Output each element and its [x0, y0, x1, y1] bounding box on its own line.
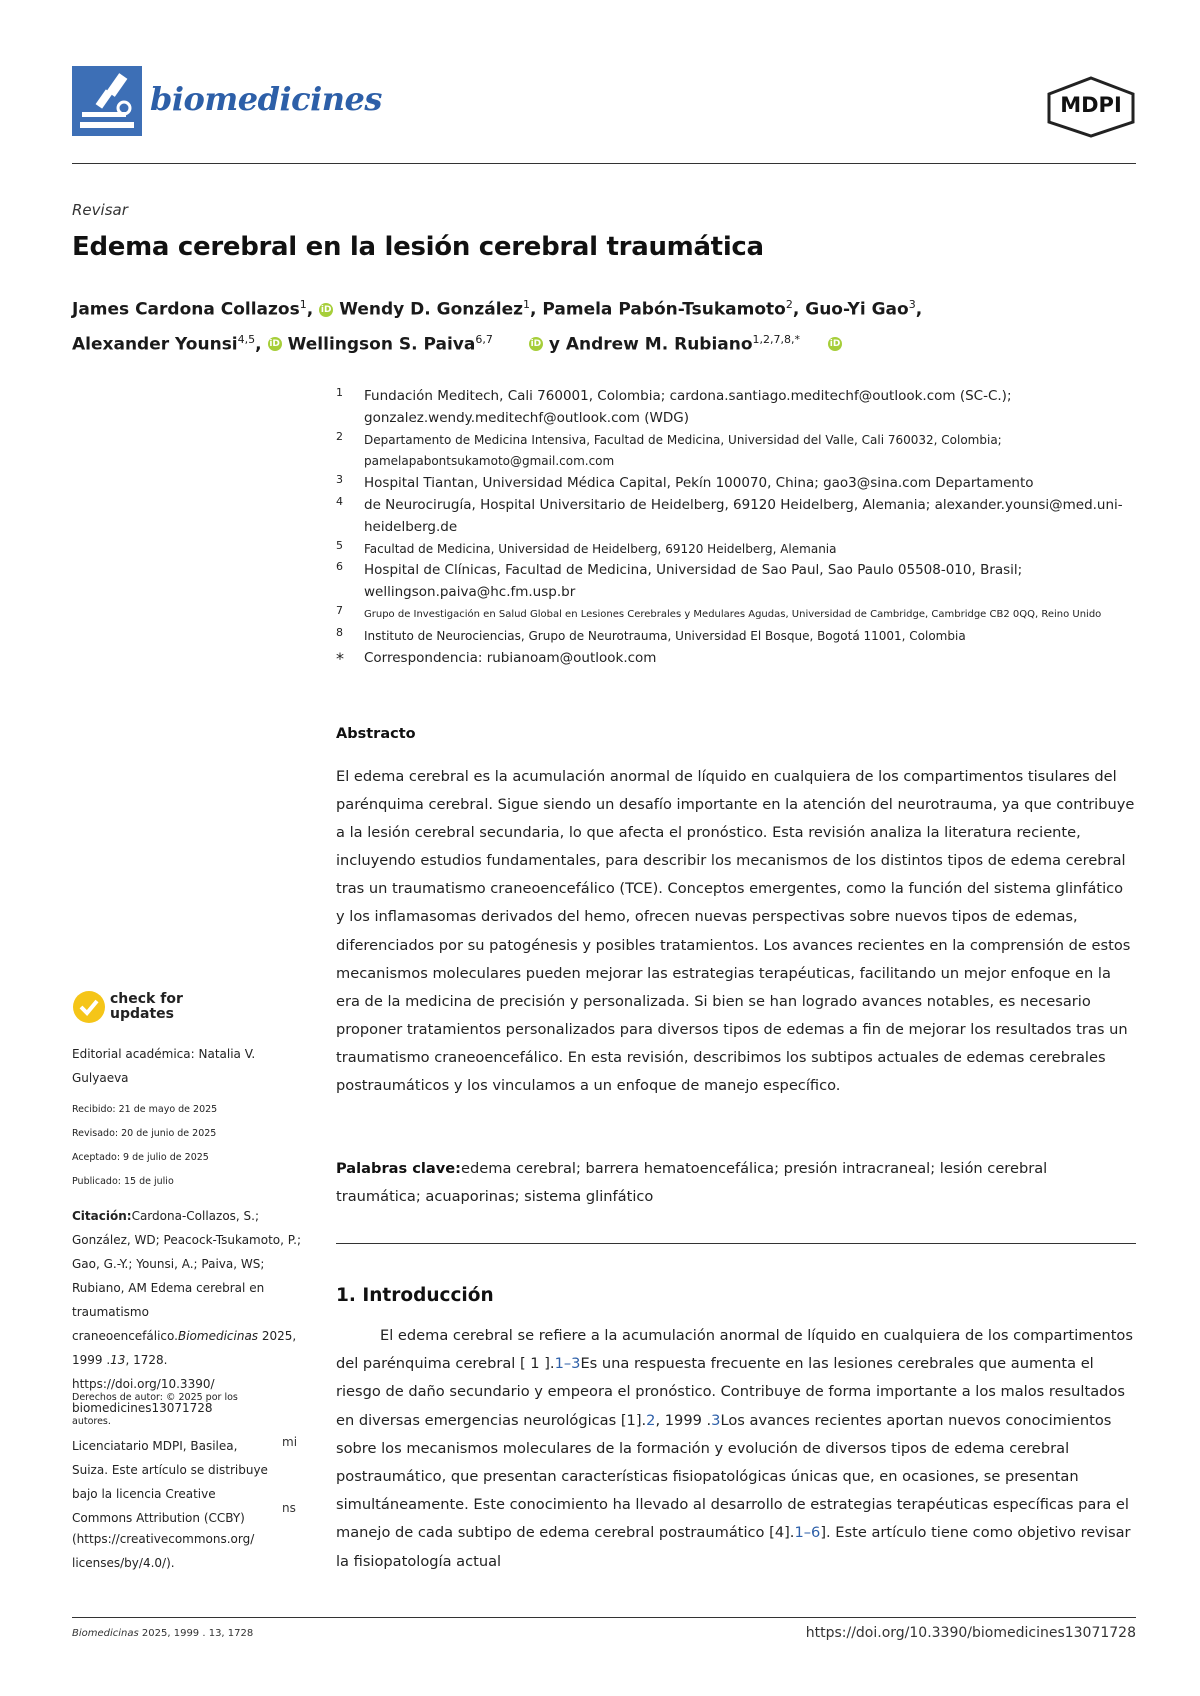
author-name[interactable]: y Andrew M. Rubiano	[548, 334, 753, 355]
footer-citation	[72, 1628, 253, 1639]
section-heading: 1. Introducción	[336, 1285, 494, 1306]
author-affiliation: 6,7	[475, 332, 493, 346]
orcid-icon[interactable]: iD	[269, 339, 280, 350]
article-dates	[72, 1098, 312, 1194]
microscope-icon	[72, 66, 142, 136]
footer-divider	[72, 1617, 1136, 1618]
author-affiliation: 1	[299, 298, 307, 311]
affiliation-text: Facultad de Medicina, Universidad de Heidelberg, 69120 Heidelberg, Alemania	[364, 541, 837, 556]
affiliation-item	[336, 560, 1136, 604]
author-affiliation: 2	[785, 298, 793, 311]
author-name[interactable]: Alexander Younsi	[72, 334, 238, 355]
affiliation-number: 2	[336, 429, 343, 443]
revised-date: Revisado: 20 de junio de 2025	[72, 1128, 217, 1139]
reference-link[interactable]: 3	[711, 1411, 721, 1429]
cc-mark: ns	[282, 1501, 296, 1515]
footer-journal: Biomedicinas	[72, 1628, 139, 1639]
publisher-logo	[1045, 76, 1137, 138]
journal-name: biomedicines	[150, 80, 382, 118]
keywords	[336, 1155, 1136, 1211]
copyright-heading: Derechos de autor: © 2025 por los autores.	[72, 1392, 238, 1427]
affiliation-text: de Neurocirugía, Hospital Universitario de Heidelberg, 69120 Heidelberg, Alemania; alexander.younsi@med.uni-heidelberg.de	[364, 496, 1123, 535]
header-divider	[72, 163, 1136, 164]
affiliation-number: 6	[336, 560, 343, 574]
affiliation-item	[336, 430, 1136, 474]
section-divider	[336, 1243, 1136, 1244]
author-affiliation: 3	[908, 298, 916, 311]
affiliation-item	[336, 386, 1136, 430]
article-title: Edema cerebral en la lesión cerebral traumática	[72, 232, 764, 262]
affiliations	[336, 386, 1136, 669]
license-url[interactable]: (https://creativecommons.org/ licenses/by/4.0/).	[72, 1532, 255, 1570]
citation-year: 2025, 1999 .	[72, 1329, 297, 1367]
citation-doi[interactable]: , 1728. https://doi.org/10.3390/ biomedicines13071728	[72, 1353, 215, 1415]
intro-text-segment: Los avances recientes aportan nuevos conocimientos sobre los mecanismos moleculares de la formación y evolución de diversos tipos de edema cerebral postraumático, que presentan características fisiopatológicas únicas que, en ocasiones, se presentan simultáneamente. Este conocimiento ha llevado al desarrollo de estrategias terapéuticas específicas para el manejo de cada subtipo de edema cerebral postraumático [4].	[336, 1411, 1129, 1542]
affiliation-number: 4	[336, 494, 343, 508]
author-list: James Cardona Collazos$^1$, iD Wendy D. González$^1$, Pamela Pabón-Tsukamoto$^2$, Guo-Yi Gao$^3$, Alexander Younsi$^{4,5}$, iD Wellingson S. Paiva$^{6,7}$ iD y Andrew M. Rubiano$^{1,2,7,8,*}$ iD	[72, 298, 923, 355]
citation-text: Cardona-Collazos, S.; González, WD; Peacock-Tsukamoto, P.; Gao, G.-Y.; Younsi, A.; Paiva, WS; Rubiano, AM Edema cerebral en traumatismo craneoencefálico.	[72, 1209, 301, 1343]
affiliation-text: Hospital Tiantan, Universidad Médica Capital, Pekín 100070, China; gao3@sina.com Departamento	[364, 475, 1034, 492]
keywords-text: edema cerebral; barrera hematoencefálica; presión intracraneal; lesión cerebral traumática; acuaporinas; sistema glinfático	[336, 1160, 1048, 1205]
copyright-block	[72, 1386, 272, 1530]
intro-text-segment: Es una respuesta frecuente en las lesiones cerebrales que aumenta el riesgo de daño secundario y empeora el pronóstico. Contribuye de forma importante a los malos resultados en diversas emergencias neurológicas [1].	[336, 1355, 1125, 1429]
intro-text-segment: ]. Este artículo tiene como objetivo revisar la fisiopatología actual	[336, 1524, 1131, 1570]
orcid-icon[interactable]: iD	[530, 339, 542, 350]
affiliation-number: 7	[336, 603, 343, 617]
introduction-text	[336, 1322, 1136, 1576]
academic-editor: Editorial académica: Natalia V. Gulyaeva	[72, 1047, 256, 1085]
affiliation-text: Instituto de Neurociencias, Grupo de Neurotrauma, Universidad El Bosque, Bogotá 11001, Colombia	[364, 628, 966, 643]
reference-link[interactable]: 1–3	[554, 1355, 581, 1373]
orcid-icon[interactable]: iD	[320, 304, 332, 315]
affiliation-item	[336, 495, 1136, 539]
affiliation-number: 3	[336, 473, 343, 487]
affiliation-text: Grupo de Investigación en Salud Global en Lesiones Cerebrales y Medulares Agudas, Universidad de Cambridge, Cambridge CB2 0QQ, Reino Unido	[364, 608, 1102, 620]
affiliation-number: 8	[336, 625, 343, 639]
affiliation-item	[336, 648, 1136, 670]
affiliation-item	[336, 539, 1136, 561]
check-for-updates-icon[interactable]	[72, 990, 106, 1024]
affiliation-text: Departamento de Medicina Intensiva, Facultad de Medicina, Universidad del Valle, Cali 760032, Colombia; pamelapabontsukamoto@gmail.com.com	[364, 432, 1002, 469]
affiliation-item	[336, 473, 1136, 495]
footer-citation-text: 2025, 1999 . 13, 1728	[138, 1628, 254, 1639]
citation-journal: Biomedicinas	[177, 1329, 259, 1343]
author-name[interactable]: Wendy D. González	[339, 299, 523, 320]
accepted-date: Aceptado: 9 de julio de 2025	[72, 1152, 209, 1163]
intro-text-segment: , 1999 .	[655, 1411, 712, 1429]
citation-label: Citación:	[72, 1209, 132, 1223]
citation-volume: 13	[110, 1353, 126, 1367]
author-affiliation: 4,5	[237, 332, 256, 346]
license-text: Licenciatario MDPI, Basilea, Suiza. Este artículo se distribuye bajo la licencia Creative Commons Attribution (CCBY)	[72, 1439, 268, 1525]
author-name[interactable]: Wellingson S. Paiva	[287, 334, 476, 355]
affiliation-text: Hospital de Clínicas, Facultad de Medicina, Universidad de Sao Paul, Sao Paulo 05508-010, Brasil; wellingson.paiva@hc.fm.usp.br	[364, 562, 1023, 601]
affiliation-item	[336, 626, 1136, 648]
affiliation-text: Correspondencia: rubianoam@outlook.com	[364, 649, 657, 666]
reference-link[interactable]: 2	[646, 1411, 656, 1429]
reference-link[interactable]: 1–6	[794, 1524, 821, 1542]
published-date: Publicado: 15 de julio	[72, 1176, 174, 1187]
abstract-heading: Abstracto	[336, 726, 416, 742]
cc-mark: mi	[282, 1435, 298, 1449]
affiliation-item	[336, 604, 1136, 626]
article-type: Revisar	[72, 201, 128, 219]
footer-doi[interactable]: https://doi.org/10.3390/biomedicines13071728	[805, 1625, 1136, 1641]
author-name[interactable]: James Cardona Collazos	[72, 299, 300, 320]
orcid-icon[interactable]: iD	[829, 339, 841, 350]
abstract-text: El edema cerebral es la acumulación anormal de líquido en cualquiera de los compartimentos tisulares del parénquima cerebral. Sigue siendo un desafío importante en la atención del neurotrauma, ya que contribuye a la lesión cerebral secundaria, lo que afecta el pronóstico. Esta revisión analiza la literatura reciente, incluyendo estudios fundamentales, para describir los mecanismos de los distintos tipos de edema cerebral tras un traumatismo craneoencefálico (TCE). Conceptos emergentes, como la función del sistema glinfático y los inflamasomas derivados del hemo, ofrecen nuevas perspectivas sobre nuevos tipos de edemas, diferenciados por su patogénesis y posibles tratamientos. Los avances recientes en la comprensión de estos mecanismos moleculares pueden mejorar las estrategias terapéuticas, facilitando un mejor enfoque en la era de la medicina de precisión y personalizada. Si bien se han logrado avances notables, es necesario proponer tratamientos personalizados para diversos tipos de edemas a fin de mejorar los resultados tras un traumatismo craneoencefálico. En esta revisión, describimos los subtipos actuales de edemas cerebrales postraumáticos y los vinculamos a un enfoque de manejo específico.	[336, 768, 1135, 1095]
author-affiliation: 1,2,7,8,*	[752, 332, 801, 346]
publisher-name: MDPI	[1060, 93, 1122, 117]
check-for-updates-label[interactable]: check for updates	[110, 991, 183, 1022]
author-affiliation: 1	[523, 298, 530, 311]
affiliation-number: 5	[336, 538, 343, 552]
received-date: Recibido: 21 de mayo de 2025	[72, 1104, 218, 1115]
affiliation-text: Fundación Meditech, Cali 760001, Colombia; cardona.santiago.meditechf@outlook.com (SC-C.); gonzalez.wendy.meditechf@outlook.com (WDG)	[364, 388, 1012, 426]
intro-text-segment: El edema cerebral se refiere a la acumulación anormal de líquido en cualquiera de los compartimentos del parénquima cerebral [ 1 ].	[336, 1327, 1133, 1373]
affiliation-number: *	[336, 648, 344, 668]
journal-logo	[72, 66, 142, 136]
author-name[interactable]: Pamela Pabón-Tsukamoto	[542, 299, 786, 320]
affiliation-number: 1	[336, 386, 343, 399]
keywords-label: Palabras clave:	[336, 1160, 462, 1177]
author-name[interactable]: Guo-Yi Gao	[805, 299, 909, 320]
